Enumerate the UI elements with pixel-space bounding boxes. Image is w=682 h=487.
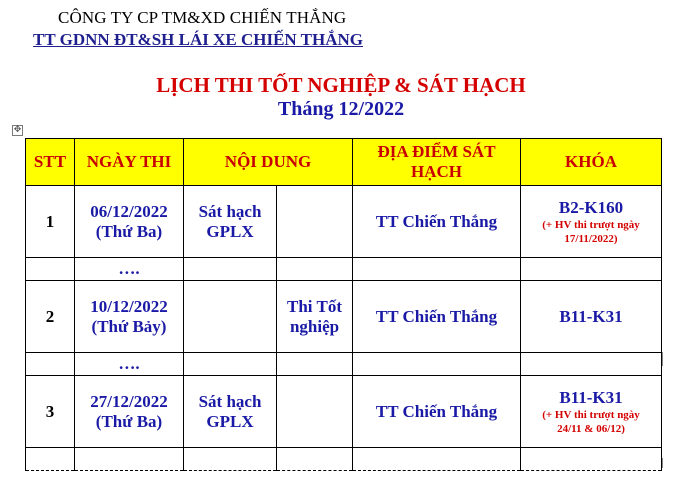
exam-schedule-table	[25, 138, 662, 471]
content-graduation-line2: nghiệp	[289, 316, 340, 336]
course-note-line2: 24/11 & 06/12)	[557, 422, 625, 435]
course-note-line1: (+ HV thi trượt ngày	[542, 408, 640, 421]
content-test-line2: GPLX	[206, 221, 254, 241]
exam-weekday: (Thứ Bảy)	[91, 316, 167, 336]
document-subtitle: Tháng 12/2022	[277, 98, 405, 120]
exam-weekday: (Thứ Ba)	[95, 411, 163, 431]
exam-weekday: (Thứ Ba)	[95, 221, 163, 241]
row-content-graduation	[277, 186, 353, 258]
content-test-line1: Sát hạch	[198, 391, 262, 411]
table-gap-row	[26, 353, 662, 376]
content-graduation-line1: Thi Tốt	[287, 296, 342, 316]
gap-ellipsis: ….	[75, 258, 184, 281]
table-row	[26, 186, 662, 258]
table-gap-row	[26, 448, 662, 471]
exam-date: 27/12/2022	[90, 391, 168, 411]
table-gap-row	[26, 258, 662, 281]
row-stt: 1	[26, 186, 75, 258]
company-name: CÔNG TY CP TM&XD CHIẾN THẮNG	[58, 8, 347, 27]
table-row	[26, 281, 662, 353]
row-content-graduation	[277, 376, 353, 448]
row-content-test	[184, 376, 277, 448]
course-note-line2: 17/11/2022)	[564, 232, 618, 245]
exam-date: 06/12/2022	[90, 201, 168, 221]
content-test-line1: Sát hạch	[198, 201, 262, 221]
row-course	[521, 281, 662, 353]
row-content-test	[184, 281, 277, 353]
course-code: B11-K31	[559, 306, 623, 326]
row-content-test	[184, 186, 277, 258]
course-note-line1: (+ HV thi trượt ngày	[542, 218, 640, 231]
header-date: NGÀY THI	[75, 139, 184, 186]
row-content-graduation	[277, 281, 353, 353]
course-code: B2-K160	[558, 197, 624, 217]
table-row	[26, 376, 662, 448]
header-location-line1: ĐỊA ĐIỂM SÁT	[377, 142, 496, 161]
row-date	[75, 281, 184, 353]
header-content: NỘI DUNG	[184, 139, 353, 186]
row-location: TT Chiến Thắng	[353, 376, 521, 448]
document-title: LỊCH THI TỐT NGHIỆP & SÁT HẠCH	[156, 73, 526, 97]
course-code: B11-K31	[559, 387, 623, 407]
header-course: KHÓA	[521, 139, 662, 186]
row-date	[75, 186, 184, 258]
row-resize-marker	[662, 458, 663, 468]
content-test-line2: GPLX	[206, 411, 254, 431]
header-stt: STT	[26, 139, 75, 186]
row-stt: 2	[26, 281, 75, 353]
training-center-name: TT GDNN ĐT&SH LÁI XE CHIẾN THẮNG	[33, 30, 363, 49]
row-stt: 3	[26, 376, 75, 448]
row-location: TT Chiến Thắng	[353, 186, 521, 258]
header-location-line2: HẠCH	[411, 162, 463, 181]
exam-date: 10/12/2022	[90, 296, 168, 316]
row-location: TT Chiến Thắng	[353, 281, 521, 353]
row-course	[521, 186, 662, 258]
table-move-handle-icon[interactable]: ✥	[13, 125, 22, 135]
header-location	[353, 139, 521, 186]
row-course	[521, 376, 662, 448]
table-header-row	[26, 139, 662, 186]
row-date	[75, 376, 184, 448]
row-resize-marker	[662, 352, 663, 366]
gap-ellipsis: ….	[75, 353, 184, 376]
